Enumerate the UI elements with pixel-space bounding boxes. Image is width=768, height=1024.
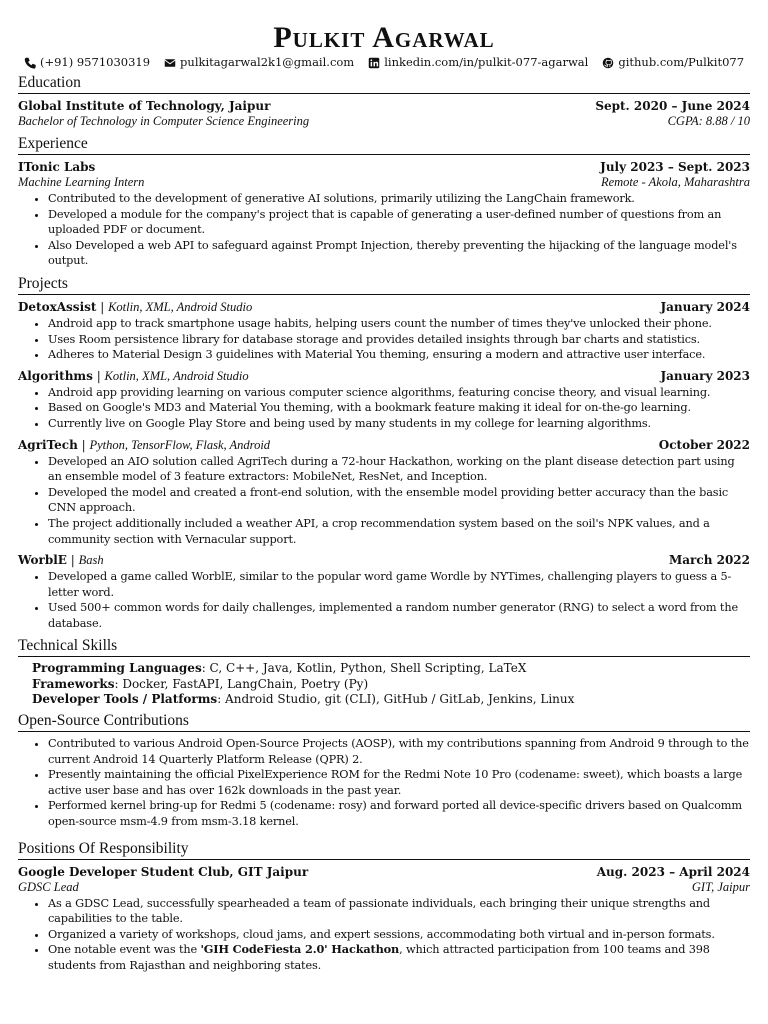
list-item: • Developed an AIO solution called AgriTech during a 72-hour Hackathon, working on the plant disease detection part using an ensemble model of 3 feature extractors: MobileNet, ResNet, and Inception. (48, 454, 750, 485)
project-tech: Python, TensorFlow, Flask, Android (89, 437, 271, 452)
experience-role: Machine Learning Intern (18, 175, 145, 189)
list-item: • Adheres to Material Design 3 guidelines with Material You theming, ensuring a modern and attractive user interface. (48, 347, 750, 363)
project-bullets (18, 316, 750, 363)
list-item: • Organized a variety of workshops, cloud jams, and expert sessions, accommodating both virtual and in-person formats. (48, 927, 750, 943)
education-cgpa: CGPA: 8.88 / 10 (667, 114, 750, 128)
education-degree: Bachelor of Technology in Computer Science Engineering (18, 114, 310, 128)
linkedin-text: linkedin.com/in/pulkit-077-agarwal (384, 55, 589, 69)
list-item: • Developed the model and created a front-end solution, with the ensemble model providing better accuracy than the basic CNN approach. (48, 485, 750, 516)
education-dates: Sept. 2020 – June 2024 (595, 99, 750, 113)
position-org: Google Developer Student Club, GIT Jaipur (18, 864, 309, 879)
list-item: • Presently maintaining the official PixelExperience ROM for the Redmi Note 10 Pro (codename: sweet), which boasts a large active user base and has over 162k downloads in the past year. (48, 767, 750, 798)
list-item: • Android app providing learning on various computer science algorithms, featuring concise theory, and visual learning. (48, 385, 750, 401)
skill-label: Developer Tools / Platforms (32, 692, 218, 707)
project-entry: DetoxAssist | Kotlin, XML, Android Studio January 2024 • Android app to track smartphone usage habits, helping users count the number of times they've unlocked their phone. • Uses Room persistence library for database storage and provides detailed insights through bar charts and statistics. • Adheres to Material Design 3 guidelines with Material You theming, ensuring a modern and attractive user interface. (18, 299, 750, 363)
project-tech: Bash (78, 553, 104, 568)
project-tech: Kotlin, XML, Android Studio (104, 368, 249, 383)
experience-company: ITonic Labs (18, 160, 96, 174)
list-item: • Contributed to the development of generative AI solutions, primarily utilizing the LangChain framework. (48, 191, 750, 207)
position-location: GIT, Jaipur (691, 879, 750, 894)
section-heading-opensource: Open-Source Contributions (18, 711, 750, 732)
education-institute: Global Institute of Technology, Jaipur (18, 99, 271, 113)
list-item: • Contributed to various Android Open-Source Projects (AOSP), with my contributions spanning from Android 9 through to the current Android 14 Quarterly Platform Release (QPR) 2. (48, 736, 750, 767)
list-item: • Also Developed a web API to safeguard against Prompt Injection, thereby preventing the hijacking of the language model's output. (48, 238, 750, 269)
experience-bullets (18, 191, 750, 269)
project-name: WorblE (18, 553, 67, 568)
skill-value: : Docker, FastAPI, LangChain, Poetry (Py) (114, 676, 369, 691)
linkedin-icon (368, 57, 380, 69)
project-date: March 2022 (669, 553, 750, 568)
hackathon-name: 'GIH CodeFiesta 2.0' Hackathon (200, 942, 400, 957)
skill-value: : Android Studio, git (CLI), GitHub / GitLab, Jenkins, Linux (217, 692, 575, 707)
list-item: • Used 500+ common words for daily challenges, implemented a random number generator (RNG) to select a word from the database. (48, 600, 750, 631)
project-entry: WorblE | Bash March 2022 • Developed a game called WorblE, similar to the popular word game Wordle by NYTimes, challenging players to guess a 5-letter word. • Used 500+ common words for daily challenges, implemented a random number generator (RNG) to select a word from the database. (18, 552, 750, 631)
project-date: October 2022 (658, 437, 750, 452)
section-heading-positions: Positions Of Responsibility (18, 839, 750, 860)
experience-location: Remote - Akola, Maharashtra (600, 175, 750, 189)
list-item: • Based on Google's MD3 and Material You theming, with a bookmark feature making it ideal for on-the-go learning. (48, 400, 750, 416)
contact-email[interactable] (164, 55, 354, 70)
position-dates: Aug. 2023 – April 2024 (596, 864, 750, 879)
skills-list (18, 661, 750, 708)
education-entry (18, 98, 750, 129)
list-item: • Performed kernel bring-up for Redmi 5 (codename: rosy) and forward ported all device-specific drivers based on Qualcomm open-source msm-4.9 from msm-3.18 kernel. (48, 798, 750, 829)
experience-entry (18, 159, 750, 269)
section-heading-experience: Experience (18, 134, 750, 155)
list-item: • Currently live on Google Play Store and being used by many students in my college for learning algorithms. (48, 416, 750, 432)
skill-row (32, 677, 750, 693)
opensource-bullets (18, 736, 750, 830)
project-bullets (18, 385, 750, 432)
skill-label: Frameworks (32, 676, 115, 691)
section-heading-skills: Technical Skills (18, 636, 750, 657)
project-bullets (18, 454, 750, 548)
project-name: Algorithms (18, 368, 93, 383)
project-name: DetoxAssist (18, 299, 97, 314)
contact-github[interactable] (602, 55, 744, 70)
project-tech: Kotlin, XML, Android Studio (108, 299, 253, 314)
skill-row (32, 661, 750, 677)
position-bullets (18, 896, 750, 974)
section-heading-education: Education (18, 73, 750, 94)
position-entry (18, 864, 750, 974)
project-entry: AgriTech | Python, TensorFlow, Flask, Android October 2022 • Developed an AIO solution called AgriTech during a 72-hour Hackathon, working on the plant disease detection part using an ensemble model of 3 feature extractors: MobileNet, ResNet, and Inception. • Developed the model and created a front-end solution, with the ensemble model providing better accuracy than the basic CNN approach. • The project additionally included a weather API, a crop recommendation system based on the soil's NPK values, and a community section with Vernacular support. (18, 437, 750, 548)
email-text: pulkitagarwal2k1@gmail.com (180, 55, 355, 69)
list-item: • As a GDSC Lead, successfully spearheaded a team of passionate individuals, each bringing their unique strengths and capabilities to the table. (48, 896, 750, 927)
project-name: AgriTech (18, 437, 78, 452)
contact-linkedin[interactable] (368, 55, 588, 70)
candidate-name: Pulkit Agarwal (273, 21, 495, 54)
skill-value: : C, C++, Java, Kotlin, Python, Shell Scripting, LaTeX (201, 661, 527, 676)
list-item: • The project additionally included a weather API, a crop recommendation system based on the soil's NPK values, and a community section with Vernacular support. (48, 516, 750, 547)
skill-label: Programming Languages (32, 661, 202, 676)
phone-icon (24, 57, 36, 69)
project-bullets (18, 569, 750, 631)
list-item: • Android app to track smartphone usage habits, helping users count the number of times they've unlocked their phone. (48, 316, 750, 332)
phone-text: (+91) 9571030319 (39, 55, 151, 69)
list-item: • Developed a game called WorblE, similar to the popular word game Wordle by NYTimes, challenging players to guess a 5-letter word. (48, 569, 750, 600)
github-text: github.com/Pulkit077 (618, 55, 745, 69)
project-date: January 2024 (660, 299, 750, 314)
section-heading-projects: Projects (18, 274, 750, 295)
position-role: GDSC Lead (18, 879, 79, 894)
resume-page (18, 22, 750, 979)
envelope-icon (164, 57, 176, 69)
list-item: • Developed a module for the company's project that is capable of generating a user-defined number of questions from an uploaded PDF or document. (48, 207, 750, 238)
experience-dates: July 2023 – Sept. 2023 (600, 160, 750, 174)
contact-phone[interactable] (24, 55, 150, 70)
project-date: January 2023 (660, 368, 750, 383)
skill-row (32, 692, 750, 708)
list-item (48, 942, 750, 973)
project-entry: Algorithms | Kotlin, XML, Android Studio January 2023 • Android app providing learning on various computer science algorithms, featuring concise theory, and visual learning. • Based on Google's MD3 and Material You theming, with a bookmark feature making it ideal for on-the-go learning. • Currently live on Google Play Store and being used by many students in my college for learning algorithms. (18, 368, 750, 432)
list-item: • Uses Room persistence library for database storage and provides detailed insights through bar charts and statistics. (48, 332, 750, 348)
contact-bar (18, 55, 750, 70)
github-icon (602, 57, 614, 69)
bullet-text: , which attracted participation from 100 teams and 398 students from Rajasthan and neighboring states. (48, 943, 710, 972)
bullet-text: One notable event was the (48, 943, 201, 957)
